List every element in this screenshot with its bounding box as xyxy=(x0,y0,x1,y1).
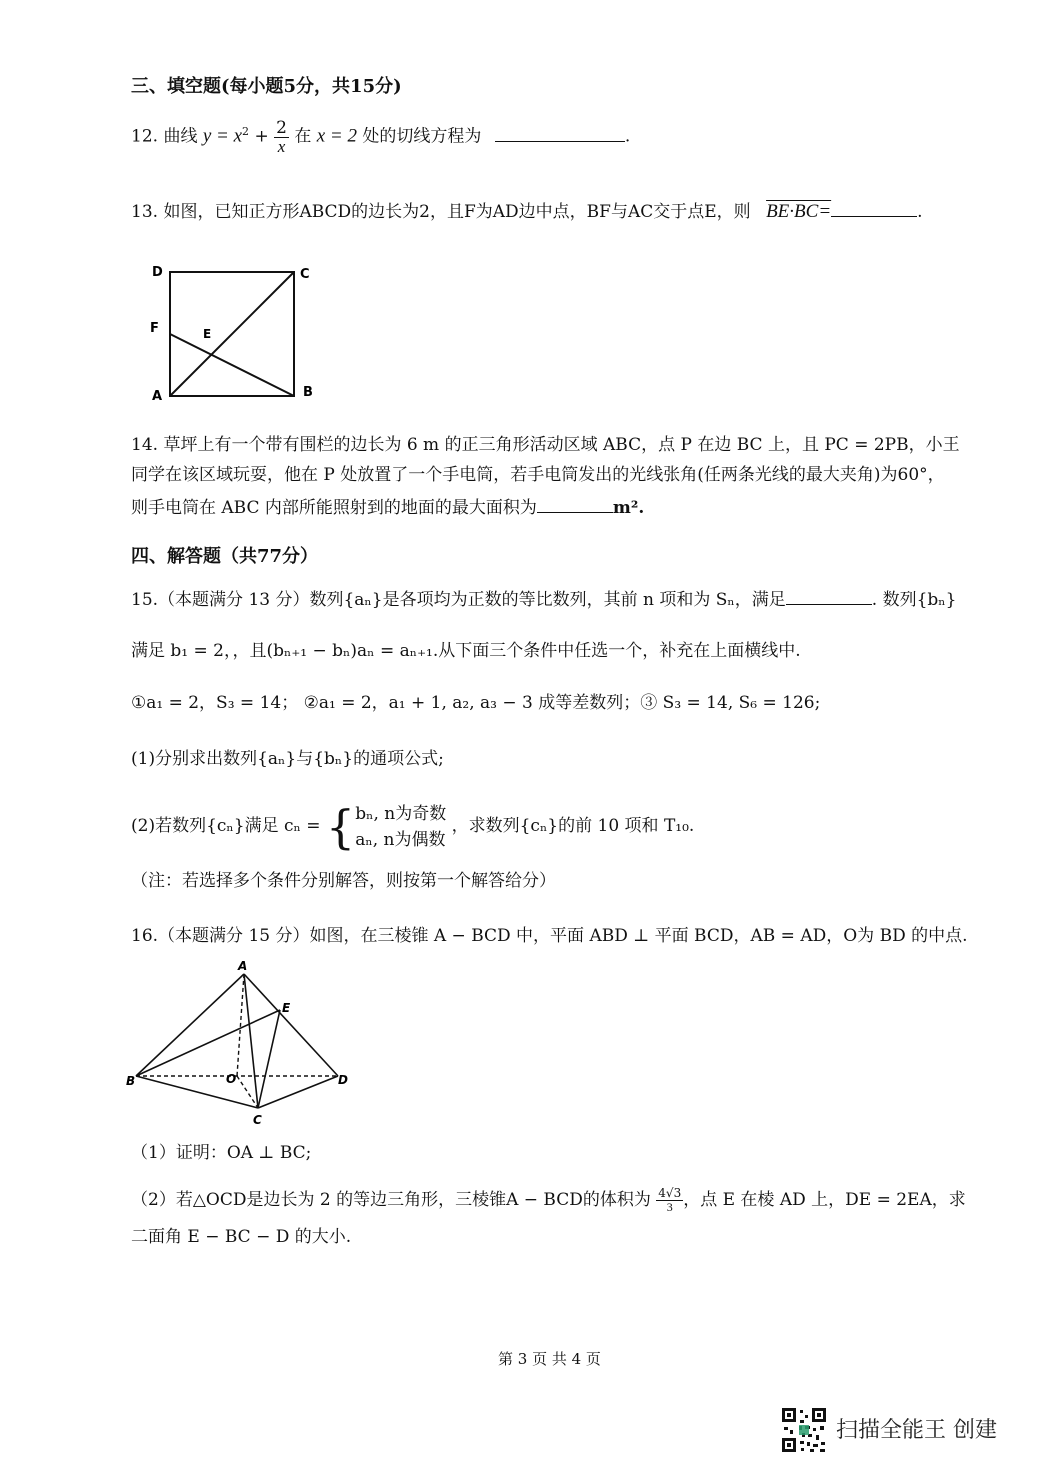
q15-part2 xyxy=(131,796,694,856)
label-e: E xyxy=(203,327,212,341)
segment-bf xyxy=(170,334,294,396)
section-4-title: 四、解答题（共77分） xyxy=(131,546,319,567)
segment-ao-hidden xyxy=(237,974,244,1076)
q13-answer-blank xyxy=(831,198,917,217)
q12-plus: + xyxy=(249,126,275,147)
q12-frac-num: 2 xyxy=(276,117,287,138)
label-b: B xyxy=(303,385,313,400)
q15-line1-end: . 数列{bₙ} xyxy=(871,590,957,610)
label-c: C xyxy=(300,267,310,282)
label-a: A xyxy=(238,959,248,973)
section-3-title: 三、填空题(每小题5分，共15分) xyxy=(131,76,402,97)
q12-end: . xyxy=(624,126,631,147)
q13-end: . xyxy=(917,202,923,222)
label-b: B xyxy=(126,1074,136,1088)
label-e: E xyxy=(282,1001,291,1015)
q16-vol-den: 3 xyxy=(666,1200,673,1214)
q16-part2 xyxy=(131,1182,966,1218)
q15-brace: { xyxy=(325,799,356,854)
q15-line1 xyxy=(131,586,956,611)
label-f: F xyxy=(150,321,159,336)
q15-line1-text: 15.（本题满分 13 分）数列{aₙ}是各项均为正数的等比数列，其前 n 项和为 Sₙ，满足 xyxy=(131,590,786,610)
square-figure xyxy=(140,258,340,408)
edge-bc xyxy=(136,1076,258,1108)
q14-line3-text: 则手电筒在 ABC 内部所能照射到的地面的最大面积为 xyxy=(131,498,537,518)
watermark-text: 扫描全能王 创建 xyxy=(836,1418,997,1443)
edge-ad xyxy=(244,974,338,1076)
edge-cd xyxy=(258,1076,338,1108)
edge-be xyxy=(136,1010,280,1076)
q15-case-even: aₙ, n为偶数 xyxy=(355,829,446,850)
q16-part1: （1）证明：OA ⊥ BC; xyxy=(131,1143,312,1163)
q14-line2: 同学在该区域玩耍，他在 P 处放置了一个手电筒，若手电筒发出的光线张角(任两条光线的最大夹角)为60°， xyxy=(131,465,945,485)
label-d: D xyxy=(338,1073,348,1087)
q12-at: x = 2 xyxy=(316,125,358,147)
label-o: O xyxy=(226,1072,237,1086)
q15-conditions: ①a₁ = 2，S₃ = 14； ②a₁ = 2，a₁ + 1, a₂, a₃ − 3 成等差数列；③ S₃ = 14, S₆ = 126; xyxy=(131,693,821,713)
label-d: D xyxy=(152,265,163,280)
page-footer: 第 3 页 共 4 页 xyxy=(498,1350,601,1368)
q16-part2-end: ，点 E 在棱 AD 上，DE = 2EA，求 xyxy=(683,1190,966,1210)
q13-vector-product: BE·BC= xyxy=(766,201,832,222)
q16-part2-continued: 二面角 E − BC − D 的大小. xyxy=(131,1227,352,1247)
q15-part2-text: (2)若数列{cₙ}满足 cₙ = xyxy=(131,816,321,836)
question-13 xyxy=(131,198,923,223)
q15-condition-blank xyxy=(786,586,872,605)
edge-ac xyxy=(244,974,258,1108)
q16-line1: 16.（本题满分 15 分）如图，在三棱锥 A − BCD 中，平面 ABD ⊥ 平面 BCD，AB = AD，O为 BD 的中点. xyxy=(131,926,968,946)
q15-part2-end: ，求数列{cₙ}的前 10 项和 T₁₀. xyxy=(451,816,695,836)
q14-line3 xyxy=(131,494,644,519)
q12-eq-y: y = x xyxy=(202,125,243,147)
q15-cases xyxy=(355,801,446,853)
qr-code-icon xyxy=(780,1406,828,1454)
q14-answer-blank xyxy=(537,494,613,513)
q16-part2-text: （2）若△OCD是边长为 2 的等边三角形，三棱锥A − BCD的体积为 xyxy=(131,1190,651,1210)
q12-answer-blank xyxy=(495,123,625,142)
tetrahedron-figure xyxy=(122,958,362,1128)
q15-case-odd: bₙ, n为奇数 xyxy=(355,803,447,824)
q16-volume-fraction xyxy=(656,1187,683,1214)
label-c: C xyxy=(253,1113,262,1127)
q15-part1: (1)分别求出数列{aₙ}与{bₙ}的通项公式; xyxy=(131,749,444,769)
q12-frac-den: x xyxy=(277,136,286,156)
q12-post: 处的切线方程为 xyxy=(362,126,482,147)
q12-fraction xyxy=(274,119,289,156)
q12-mid: 在 xyxy=(294,126,312,147)
q14-unit: m². xyxy=(612,498,645,518)
label-a: A xyxy=(152,389,163,404)
diagonal-ac xyxy=(170,272,294,396)
q14-line1: 14. 草坪上有一个带有围栏的边长为 6 m 的正三角形活动区域 ABC，点 P 在边 BC 上，且 PC = 2PB，小王 xyxy=(131,435,960,455)
q12-number: 12. xyxy=(131,126,159,147)
question-12: 12. 曲线 $y = x^2$ + $\frac{2}{x}$ 在 x = 2 处的切线方程为 . xyxy=(131,117,631,156)
edge-ce xyxy=(258,1010,280,1108)
edge-ab xyxy=(136,974,244,1076)
q13-text: 13. 如图，已知正方形ABCD的边长为2，且F为AD边中点，BF与AC交于点E，则 xyxy=(131,202,751,222)
q15-line2: 满足 b₁ = 2，，且(bₙ₊₁ − bₙ)aₙ = aₙ₊₁.从下面三个条件中任选一个，补充在上面横线中. xyxy=(131,641,801,661)
q16-vol-num: 4√3 xyxy=(658,1186,682,1200)
q12-pre: 曲线 xyxy=(163,126,198,147)
q15-note: （注：若选择多个条件分别解答，则按第一个解答给分） xyxy=(131,871,556,891)
